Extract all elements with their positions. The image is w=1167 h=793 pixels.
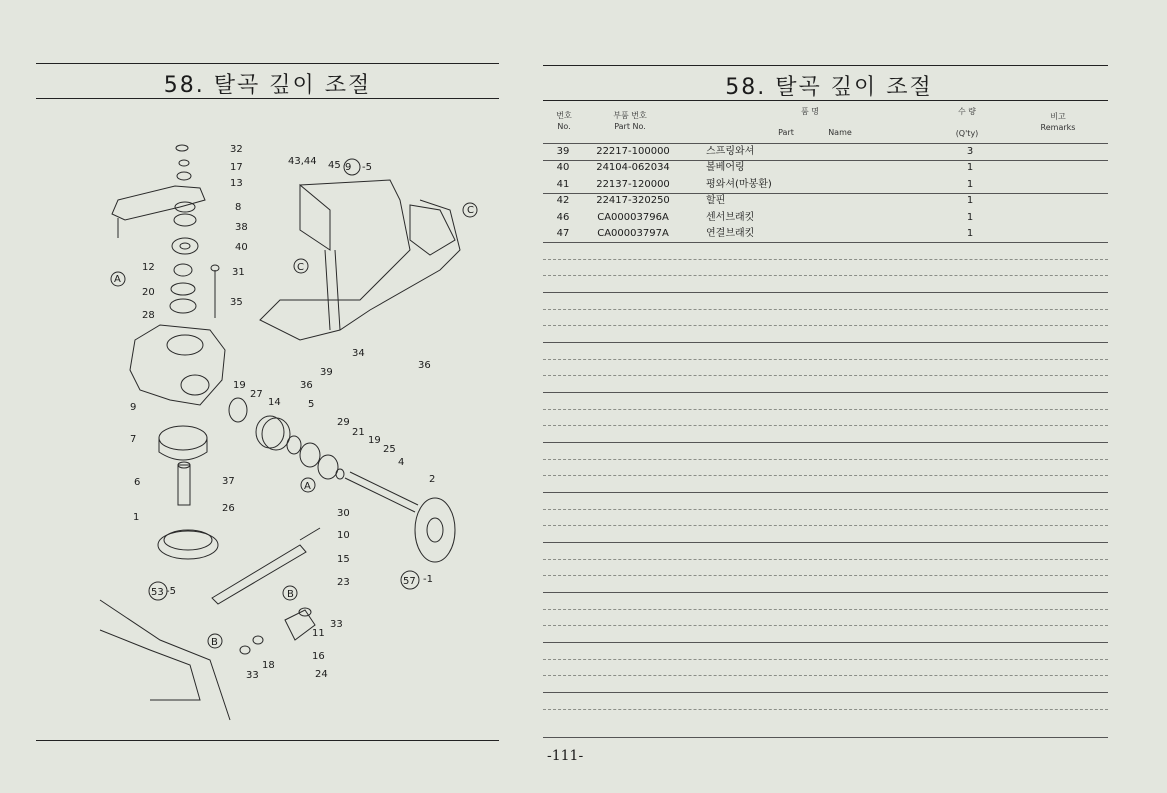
row-name: 평와셔(마봉환) bbox=[706, 178, 772, 190]
row-rule bbox=[543, 292, 1108, 293]
row-dash bbox=[543, 459, 1108, 460]
callout-label: 21 bbox=[352, 427, 365, 438]
callout-label: 24 bbox=[315, 669, 328, 680]
row-rule bbox=[543, 193, 1108, 194]
callout-label: C bbox=[297, 262, 304, 273]
row-dash bbox=[543, 559, 1108, 560]
callout-label: 23 bbox=[337, 577, 350, 588]
callout-label: 19 bbox=[233, 380, 246, 391]
callout-label: B bbox=[211, 637, 218, 648]
row-dash bbox=[543, 425, 1108, 426]
callout-label: 13 bbox=[230, 178, 243, 189]
row-qty: 1 bbox=[966, 178, 974, 190]
row-rule bbox=[543, 392, 1108, 393]
right-page bbox=[535, 0, 1167, 793]
row-dash bbox=[543, 575, 1108, 576]
callout-label: 1 bbox=[133, 512, 140, 523]
table-row bbox=[543, 144, 1108, 160]
callout-label: 53 bbox=[151, 587, 164, 598]
title-top-rule bbox=[543, 65, 1108, 66]
callout-label: A bbox=[114, 274, 121, 285]
row-dash bbox=[543, 375, 1108, 376]
row-dash bbox=[543, 659, 1108, 660]
row-rule bbox=[543, 342, 1108, 343]
row-no: 39 bbox=[556, 146, 570, 157]
row-name: 볼베어링 bbox=[706, 162, 745, 174]
table-row bbox=[543, 210, 1108, 226]
row-rule bbox=[543, 242, 1108, 243]
header-remarks-ko: 비고 bbox=[1050, 112, 1066, 121]
row-part-no: 22417-320250 bbox=[596, 195, 670, 207]
callout-label: 16 bbox=[312, 651, 325, 662]
callout-label: 36 bbox=[300, 380, 313, 391]
table-row bbox=[543, 177, 1108, 193]
table-row bbox=[543, 226, 1108, 242]
callout-label: 29 bbox=[337, 417, 350, 428]
callout-label: -5 bbox=[362, 162, 372, 173]
row-no: 41 bbox=[556, 178, 570, 190]
bottom-rule bbox=[36, 740, 499, 741]
row-rule bbox=[543, 160, 1108, 161]
callout-label: 9 bbox=[130, 402, 137, 413]
callout-label: 39 bbox=[320, 367, 333, 378]
row-rule bbox=[543, 542, 1108, 543]
row-name: 연결브래킷 bbox=[706, 227, 755, 239]
callout-label: 12 bbox=[142, 262, 155, 273]
callout-label: 26 bbox=[222, 503, 235, 514]
row-qty: 1 bbox=[966, 227, 974, 239]
callout-label: 14 bbox=[268, 397, 281, 408]
callout-label: 8 bbox=[235, 202, 242, 213]
header-part-ko: 부품 번호 bbox=[613, 111, 647, 120]
row-dash bbox=[543, 709, 1108, 710]
callout-label: 7 bbox=[130, 434, 137, 445]
callout-label: 4 bbox=[398, 457, 405, 468]
header-name-ko: 품 명 bbox=[801, 107, 819, 116]
row-dash bbox=[543, 625, 1108, 626]
callout-label: A bbox=[304, 481, 311, 492]
title-bottom-rule bbox=[543, 100, 1108, 101]
row-dash bbox=[543, 675, 1108, 676]
header-no-en: No. bbox=[557, 122, 571, 131]
row-qty: 1 bbox=[966, 211, 974, 223]
header-no-ko: 번호 bbox=[556, 111, 572, 120]
callout-label: 17 bbox=[230, 162, 243, 173]
header-name-name: Name bbox=[828, 128, 852, 137]
callout-label: 38 bbox=[235, 222, 248, 233]
table-row bbox=[543, 193, 1108, 209]
row-part-no: 24104-062034 bbox=[596, 162, 670, 174]
table-bottom-rule bbox=[543, 737, 1108, 738]
row-rule bbox=[543, 692, 1108, 693]
header-remarks-en: Remarks bbox=[1040, 123, 1076, 132]
row-dash bbox=[543, 509, 1108, 510]
row-dash bbox=[543, 525, 1108, 526]
header-name-part: Part bbox=[778, 128, 794, 137]
callout-label: 25 bbox=[383, 444, 396, 455]
callout-label: 18 bbox=[262, 660, 275, 671]
row-qty: 3 bbox=[966, 146, 974, 157]
row-part-no: 22217-100000 bbox=[596, 146, 670, 157]
row-no: 46 bbox=[556, 211, 570, 223]
callout-label: B bbox=[287, 589, 294, 600]
callout-label: 37 bbox=[222, 476, 235, 487]
table-row bbox=[543, 160, 1108, 176]
row-name: 할핀 bbox=[706, 195, 726, 207]
callout-label: 35 bbox=[230, 297, 243, 308]
row-no: 40 bbox=[556, 162, 570, 174]
row-rule bbox=[543, 442, 1108, 443]
callout-label: 43,44 bbox=[288, 156, 317, 167]
page-number: -111- bbox=[547, 748, 584, 764]
row-dash bbox=[543, 275, 1108, 276]
callout-label: 34 bbox=[352, 348, 365, 359]
row-part-no: 22137-120000 bbox=[596, 178, 670, 190]
row-name: 스프링와셔 bbox=[706, 146, 755, 157]
callout-label: 33 bbox=[330, 619, 343, 630]
callout-label: 33 bbox=[246, 670, 259, 681]
row-dash bbox=[543, 475, 1108, 476]
row-dash bbox=[543, 259, 1108, 260]
callout-label: 20 bbox=[142, 287, 155, 298]
row-part-no: CA00003796A bbox=[597, 211, 669, 223]
callout-label: 2 bbox=[429, 474, 436, 485]
row-dash bbox=[543, 309, 1108, 310]
callout-label: -5 bbox=[166, 586, 176, 597]
row-dash bbox=[543, 409, 1108, 410]
callout-label: C bbox=[467, 205, 474, 216]
left-page-title: 58. 탈곡 깊이 조절 bbox=[163, 73, 372, 98]
row-part-no: CA00003797A bbox=[597, 227, 669, 239]
right-page-title: 58. 탈곡 깊이 조절 bbox=[725, 75, 933, 100]
callout-label: 40 bbox=[235, 242, 248, 253]
callout-label: 9 bbox=[345, 162, 352, 173]
header-qty-ko: 수 량 bbox=[958, 107, 976, 116]
row-rule bbox=[543, 592, 1108, 593]
header-qty-en: (Q'ty) bbox=[955, 129, 979, 138]
row-dash bbox=[543, 325, 1108, 326]
header-part-en: Part No. bbox=[614, 122, 646, 131]
left-page bbox=[0, 0, 535, 793]
callout-label: 15 bbox=[337, 554, 350, 565]
row-name: 센서브래킷 bbox=[706, 211, 755, 223]
callout-label: 6 bbox=[134, 477, 141, 488]
callout-label: 30 bbox=[337, 508, 350, 519]
callout-label: 27 bbox=[250, 389, 263, 400]
callout-label: -1 bbox=[423, 574, 433, 585]
callout-label: 5 bbox=[308, 399, 315, 410]
exploded-parts-diagram bbox=[0, 0, 535, 793]
callout-label: 19 bbox=[368, 435, 381, 446]
row-dash bbox=[543, 359, 1108, 360]
row-qty: 1 bbox=[966, 195, 974, 207]
callout-label: 28 bbox=[142, 310, 155, 321]
row-qty: 1 bbox=[966, 162, 974, 174]
row-no: 47 bbox=[556, 227, 570, 239]
callout-label: 36 bbox=[418, 360, 431, 371]
row-rule bbox=[543, 492, 1108, 493]
callout-label: 45 bbox=[328, 160, 341, 171]
callout-label: 32 bbox=[230, 144, 243, 155]
callout-label: 31 bbox=[232, 267, 245, 278]
callout-label: 11 bbox=[312, 628, 325, 639]
row-rule bbox=[543, 642, 1108, 643]
callout-label: 57 bbox=[403, 576, 416, 587]
row-dash bbox=[543, 609, 1108, 610]
row-no: 42 bbox=[556, 195, 570, 207]
callout-label: 10 bbox=[337, 530, 350, 541]
